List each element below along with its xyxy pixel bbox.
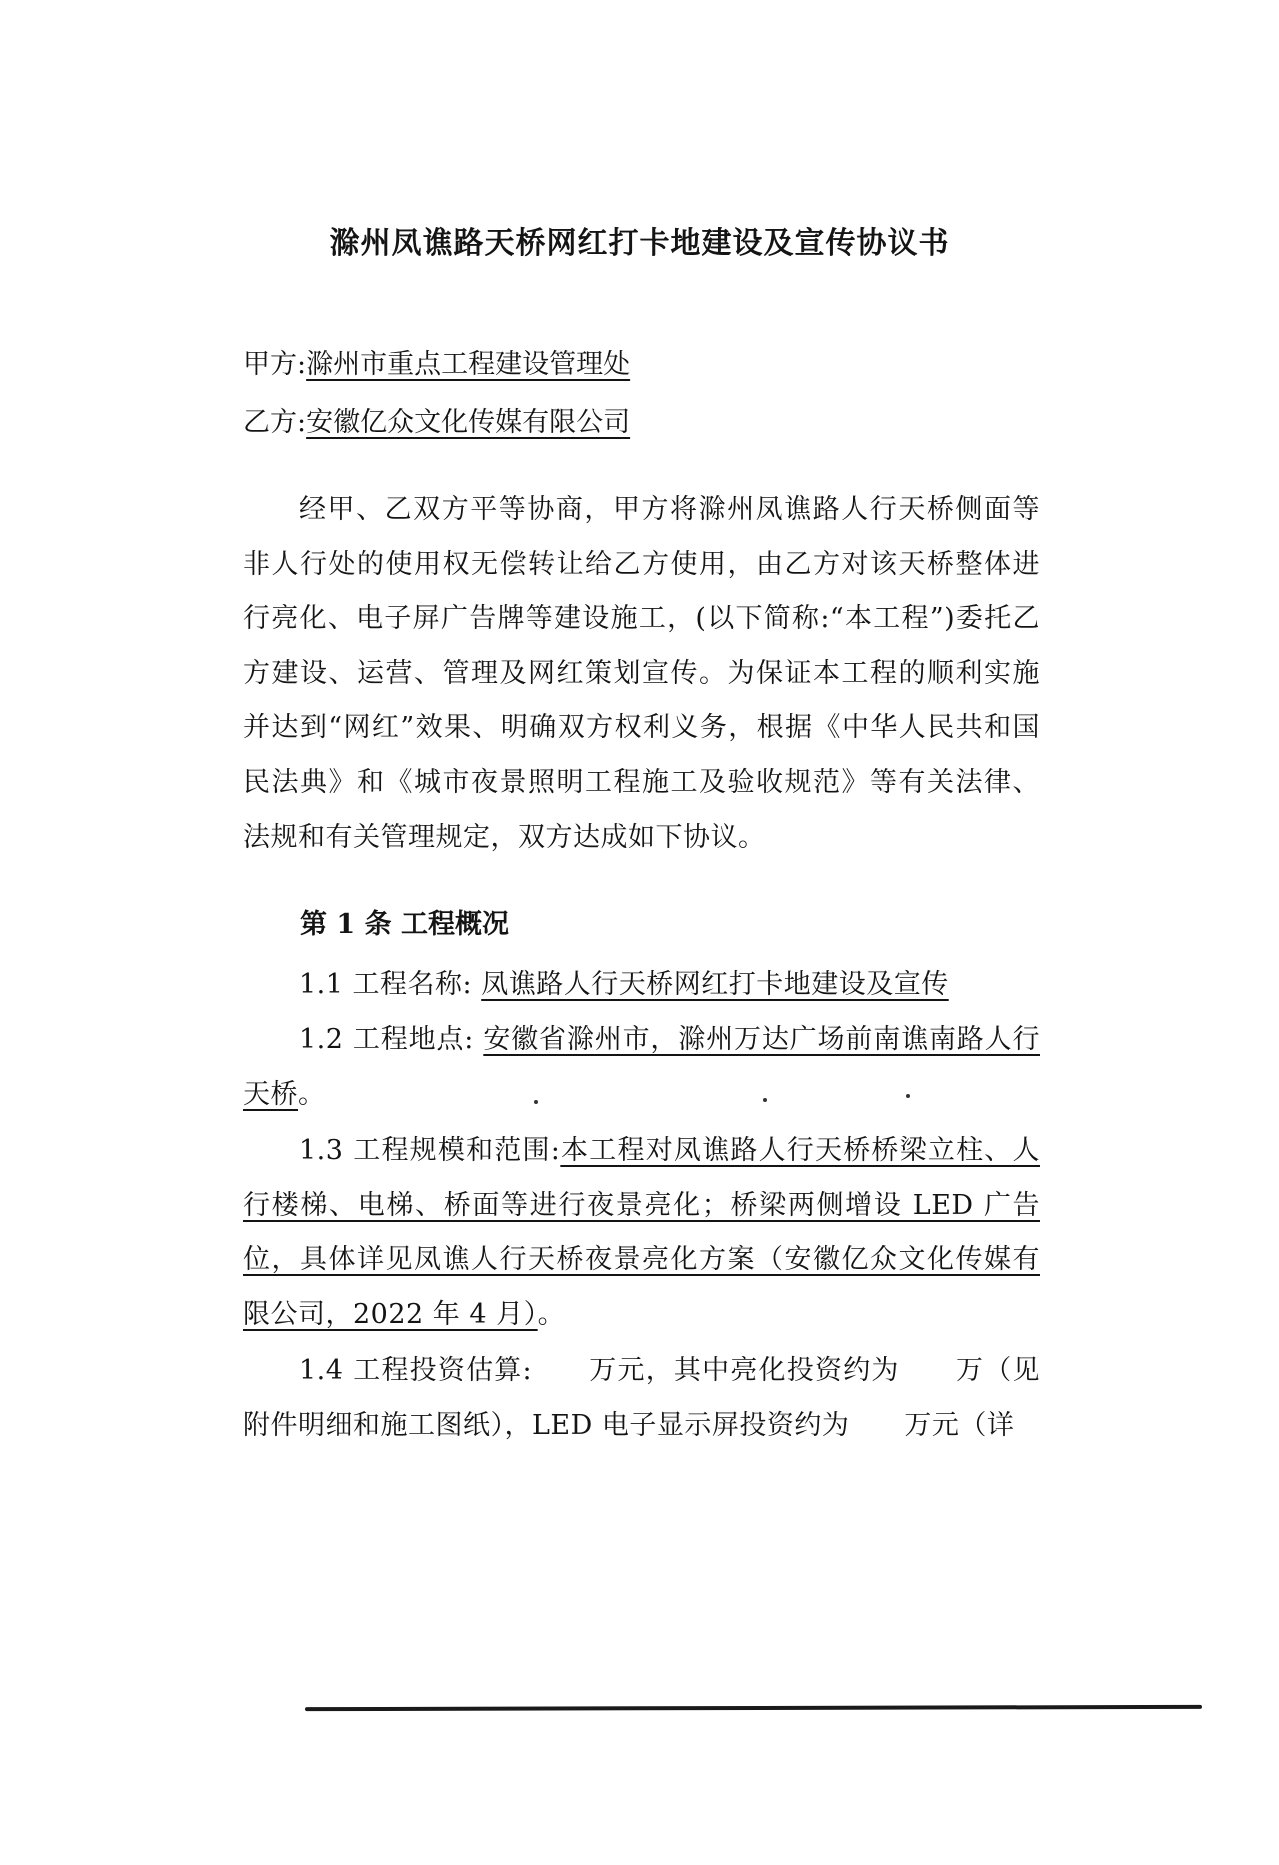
article-1-heading: 第 1 条 工程概况 (300, 909, 509, 940)
document-title: 滁州凤谯路天桥网红打卡地建设及宣传协议书 (329, 226, 950, 261)
intro-paragraph: 经甲、乙双方平等协商，甲方将滁州凤谯路人行天桥侧面等非人行处的使用权无偿转让给乙方使用，由乙方对该天桥整体进行亮化、电子屏广告牌等建设施工，(以下简称:“本工程”)委托乙方建设、运营、管理及网红策划宣传。为保证本工程的顺利实施并达到“网红”效果、明确双方权利义务，根据《中华人民共和国民法典》和《城市夜景照明工程施工及验收规范》等有关法律、法规和有关管理规定，双方达成如下协议。 (243, 494, 1040, 853)
clause-1-1 (243, 958, 1040, 1013)
clause-1-2-suffix: 。 (298, 1078, 326, 1110)
clause-1-1-label: 1.1 工程名称: (299, 969, 482, 1000)
party-a-name: 滁州市重点工程建设管理处 (306, 349, 631, 380)
party-b-line (243, 400, 644, 439)
clause-1-3 (243, 1124, 1040, 1342)
party-a-line (243, 342, 644, 381)
scan-speck (906, 1094, 910, 1098)
clause-1-1-value: 凤谯路人行天桥网红打卡地建设及宣传 (481, 969, 949, 1000)
party-b-label: 乙方: (243, 407, 307, 438)
party-b-name: 安徽亿众文化传媒有限公司 (306, 407, 631, 438)
clause-1-4: 1.4 工程投资估算: 万元，其中亮化投资约为 万（见附件明细和施工图纸），LED 电子显示屏投资约为 万元（详 (243, 1355, 1040, 1441)
clause-1-3-value: 本工程对凤谯路人行天桥桥梁立柱、人行楼梯、电梯、桥面等进行夜景亮化；桥梁两侧增设 LED 广告位，具体详见凤谯人行天桥夜景亮化方案（安徽亿众文化传媒有限公司，2022 年 4 月） (243, 1135, 1040, 1330)
clause-1-3-suffix: 。 (537, 1298, 566, 1330)
clause-1-2 (243, 1013, 1040, 1122)
scan-speck (763, 1098, 767, 1102)
clause-1-2-label: 1.2 工程地点: (299, 1024, 484, 1055)
clause-1-3-label: 1.3 工程规模和范围: (299, 1135, 561, 1166)
scan-speck (534, 1100, 538, 1104)
clause-1-2-value: 安徽省滁州市，滁州万达广场前南谯南路人行天桥 (243, 1024, 1040, 1110)
party-a-label: 甲方: (243, 349, 307, 380)
footer-divider-line (305, 1705, 1202, 1711)
